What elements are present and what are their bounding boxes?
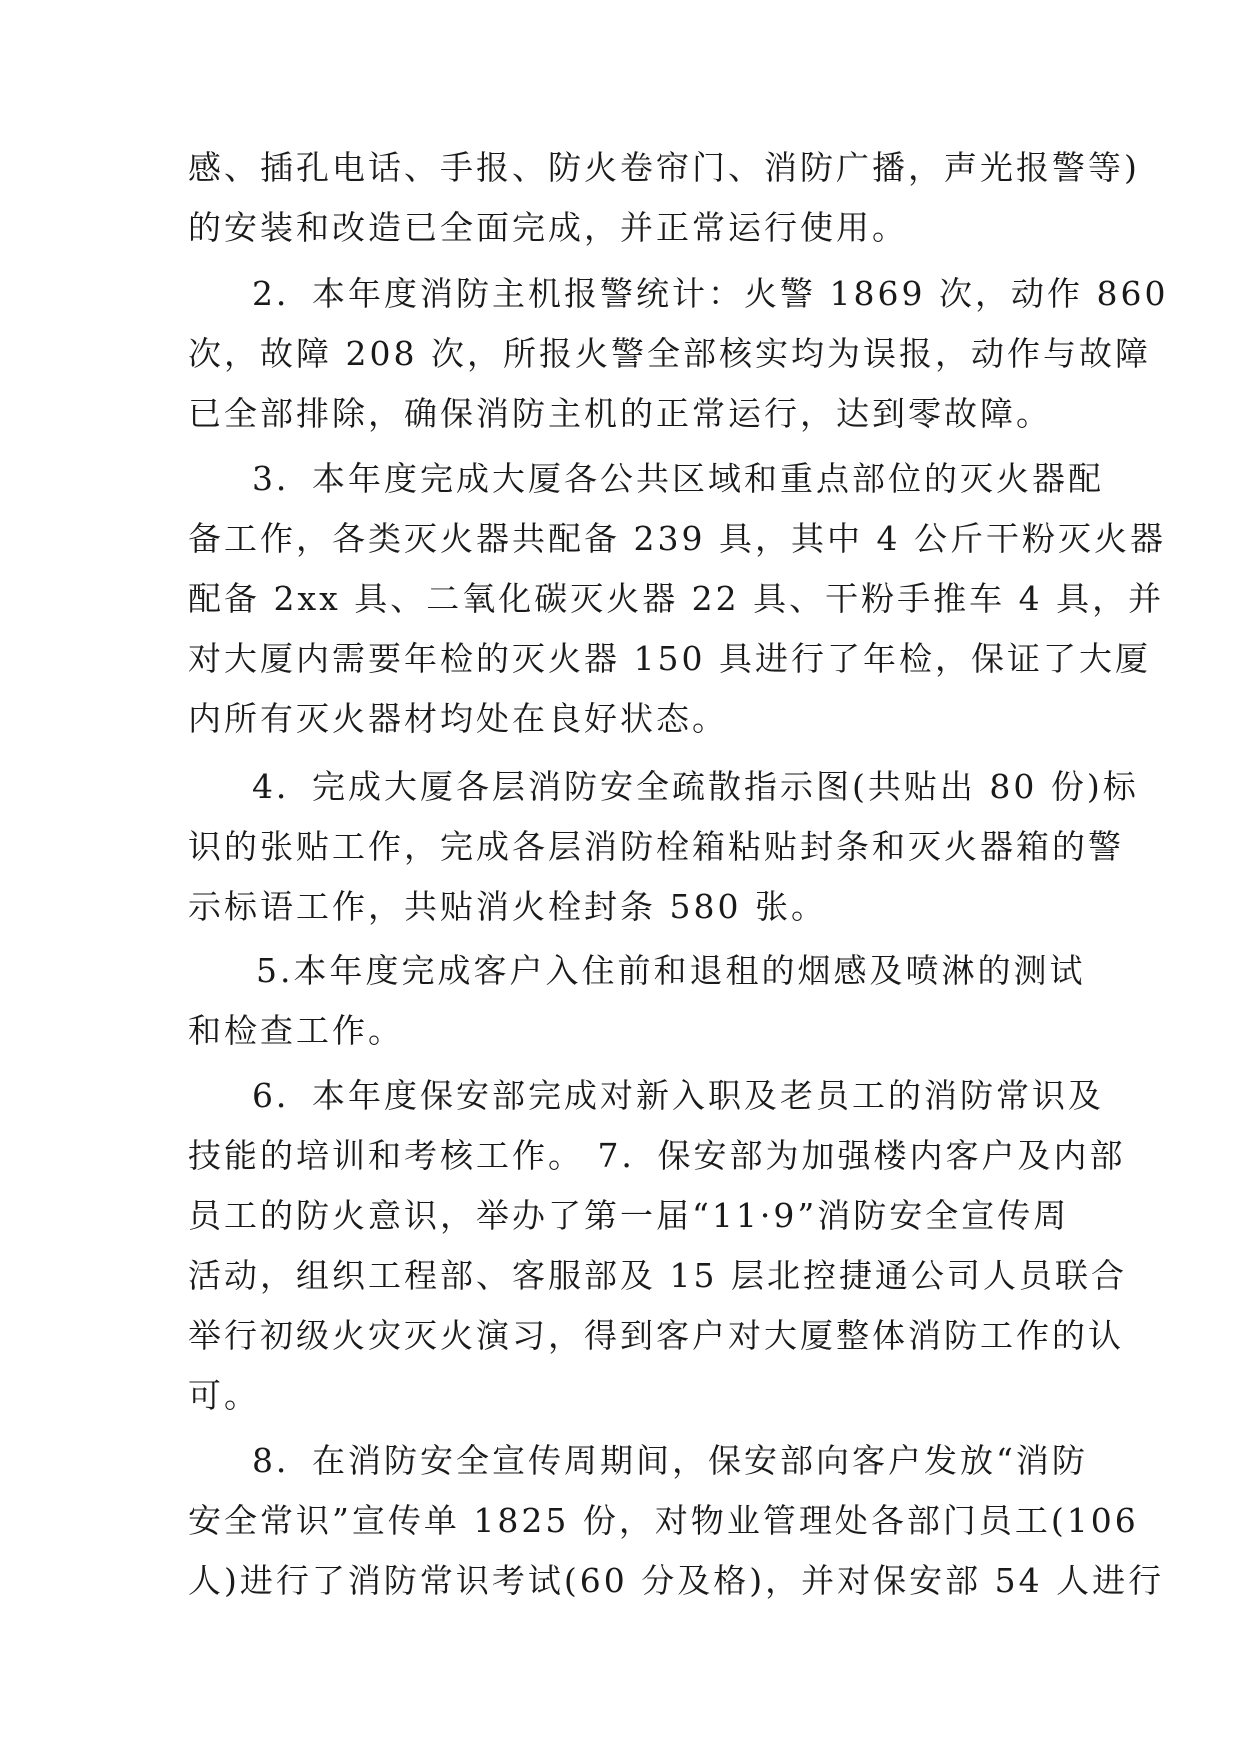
- text-line: 配备 2xx 具、二氧化碳灭火器 22 具、干粉手推车 4 具，并: [188, 579, 1165, 618]
- paragraph-3-start: 3．本年度完成大厦各公共区域和重点部位的灭火器配: [252, 459, 1104, 498]
- text-line: 次，故障 208 次，所报火警全部核实均为误报，动作与故障: [188, 334, 1151, 373]
- text-line: 感、插孔电话、手报、防火卷帘门、消防广播，声光报警等): [188, 148, 1140, 187]
- text-line: 已全部排除，确保消防主机的正常运行，达到零故障。: [188, 394, 1052, 433]
- text-line: 对大厦内需要年检的灭火器 150 具进行了年检，保证了大厦: [188, 639, 1151, 678]
- text-line: 的安装和改造已全面完成，并正常运行使用。: [188, 208, 908, 247]
- text-line: 可。: [188, 1376, 260, 1415]
- text-line: 识的张贴工作，完成各层消防栓箱粘贴封条和灭火器箱的警: [188, 827, 1124, 866]
- paragraph-2-start: 2．本年度消防主机报警统计：火警 1869 次，动作 860: [252, 274, 1169, 313]
- text-line: 和检查工作。: [188, 1011, 404, 1050]
- text-line: 备工作，各类灭火器共配备 239 具，其中 4 公斤干粉灭火器: [188, 519, 1166, 558]
- text-line: 示标语工作，共贴消火栓封条 580 张。: [188, 887, 827, 926]
- paragraph-6-start: 6．本年度保安部完成对新入职及老员工的消防常识及: [252, 1076, 1104, 1115]
- text-line: 人)进行了消防常识考试(60 分及格)，并对保安部 54 人进行: [188, 1561, 1165, 1600]
- paragraph-4-start: 4．完成大厦各层消防安全疏散指示图(共贴出 80 份)标: [252, 767, 1139, 806]
- text-line: 内所有灭火器材均处在良好状态。: [188, 699, 728, 738]
- text-line: 活动，组织工程部、客服部及 15 层北控捷通公司人员联合: [188, 1256, 1127, 1295]
- text-line: 技能的培训和考核工作。 7．保安部为加强楼内客户及内部: [188, 1136, 1126, 1175]
- text-line: 安全常识”宣传单 1825 份，对物业管理处各部门员工(106: [188, 1501, 1139, 1540]
- paragraph-8-start: 8．在消防安全宣传周期间，保安部向客户发放“消防: [252, 1441, 1088, 1480]
- text-line: 举行初级火灾灭火演习，得到客户对大厦整体消防工作的认: [188, 1316, 1124, 1355]
- paragraph-5-start: 5.本年度完成客户入住前和退租的烟感及喷淋的测试: [256, 951, 1086, 990]
- text-line: 员工的防火意识，举办了第一届“11·9”消防安全宣传周: [188, 1196, 1070, 1235]
